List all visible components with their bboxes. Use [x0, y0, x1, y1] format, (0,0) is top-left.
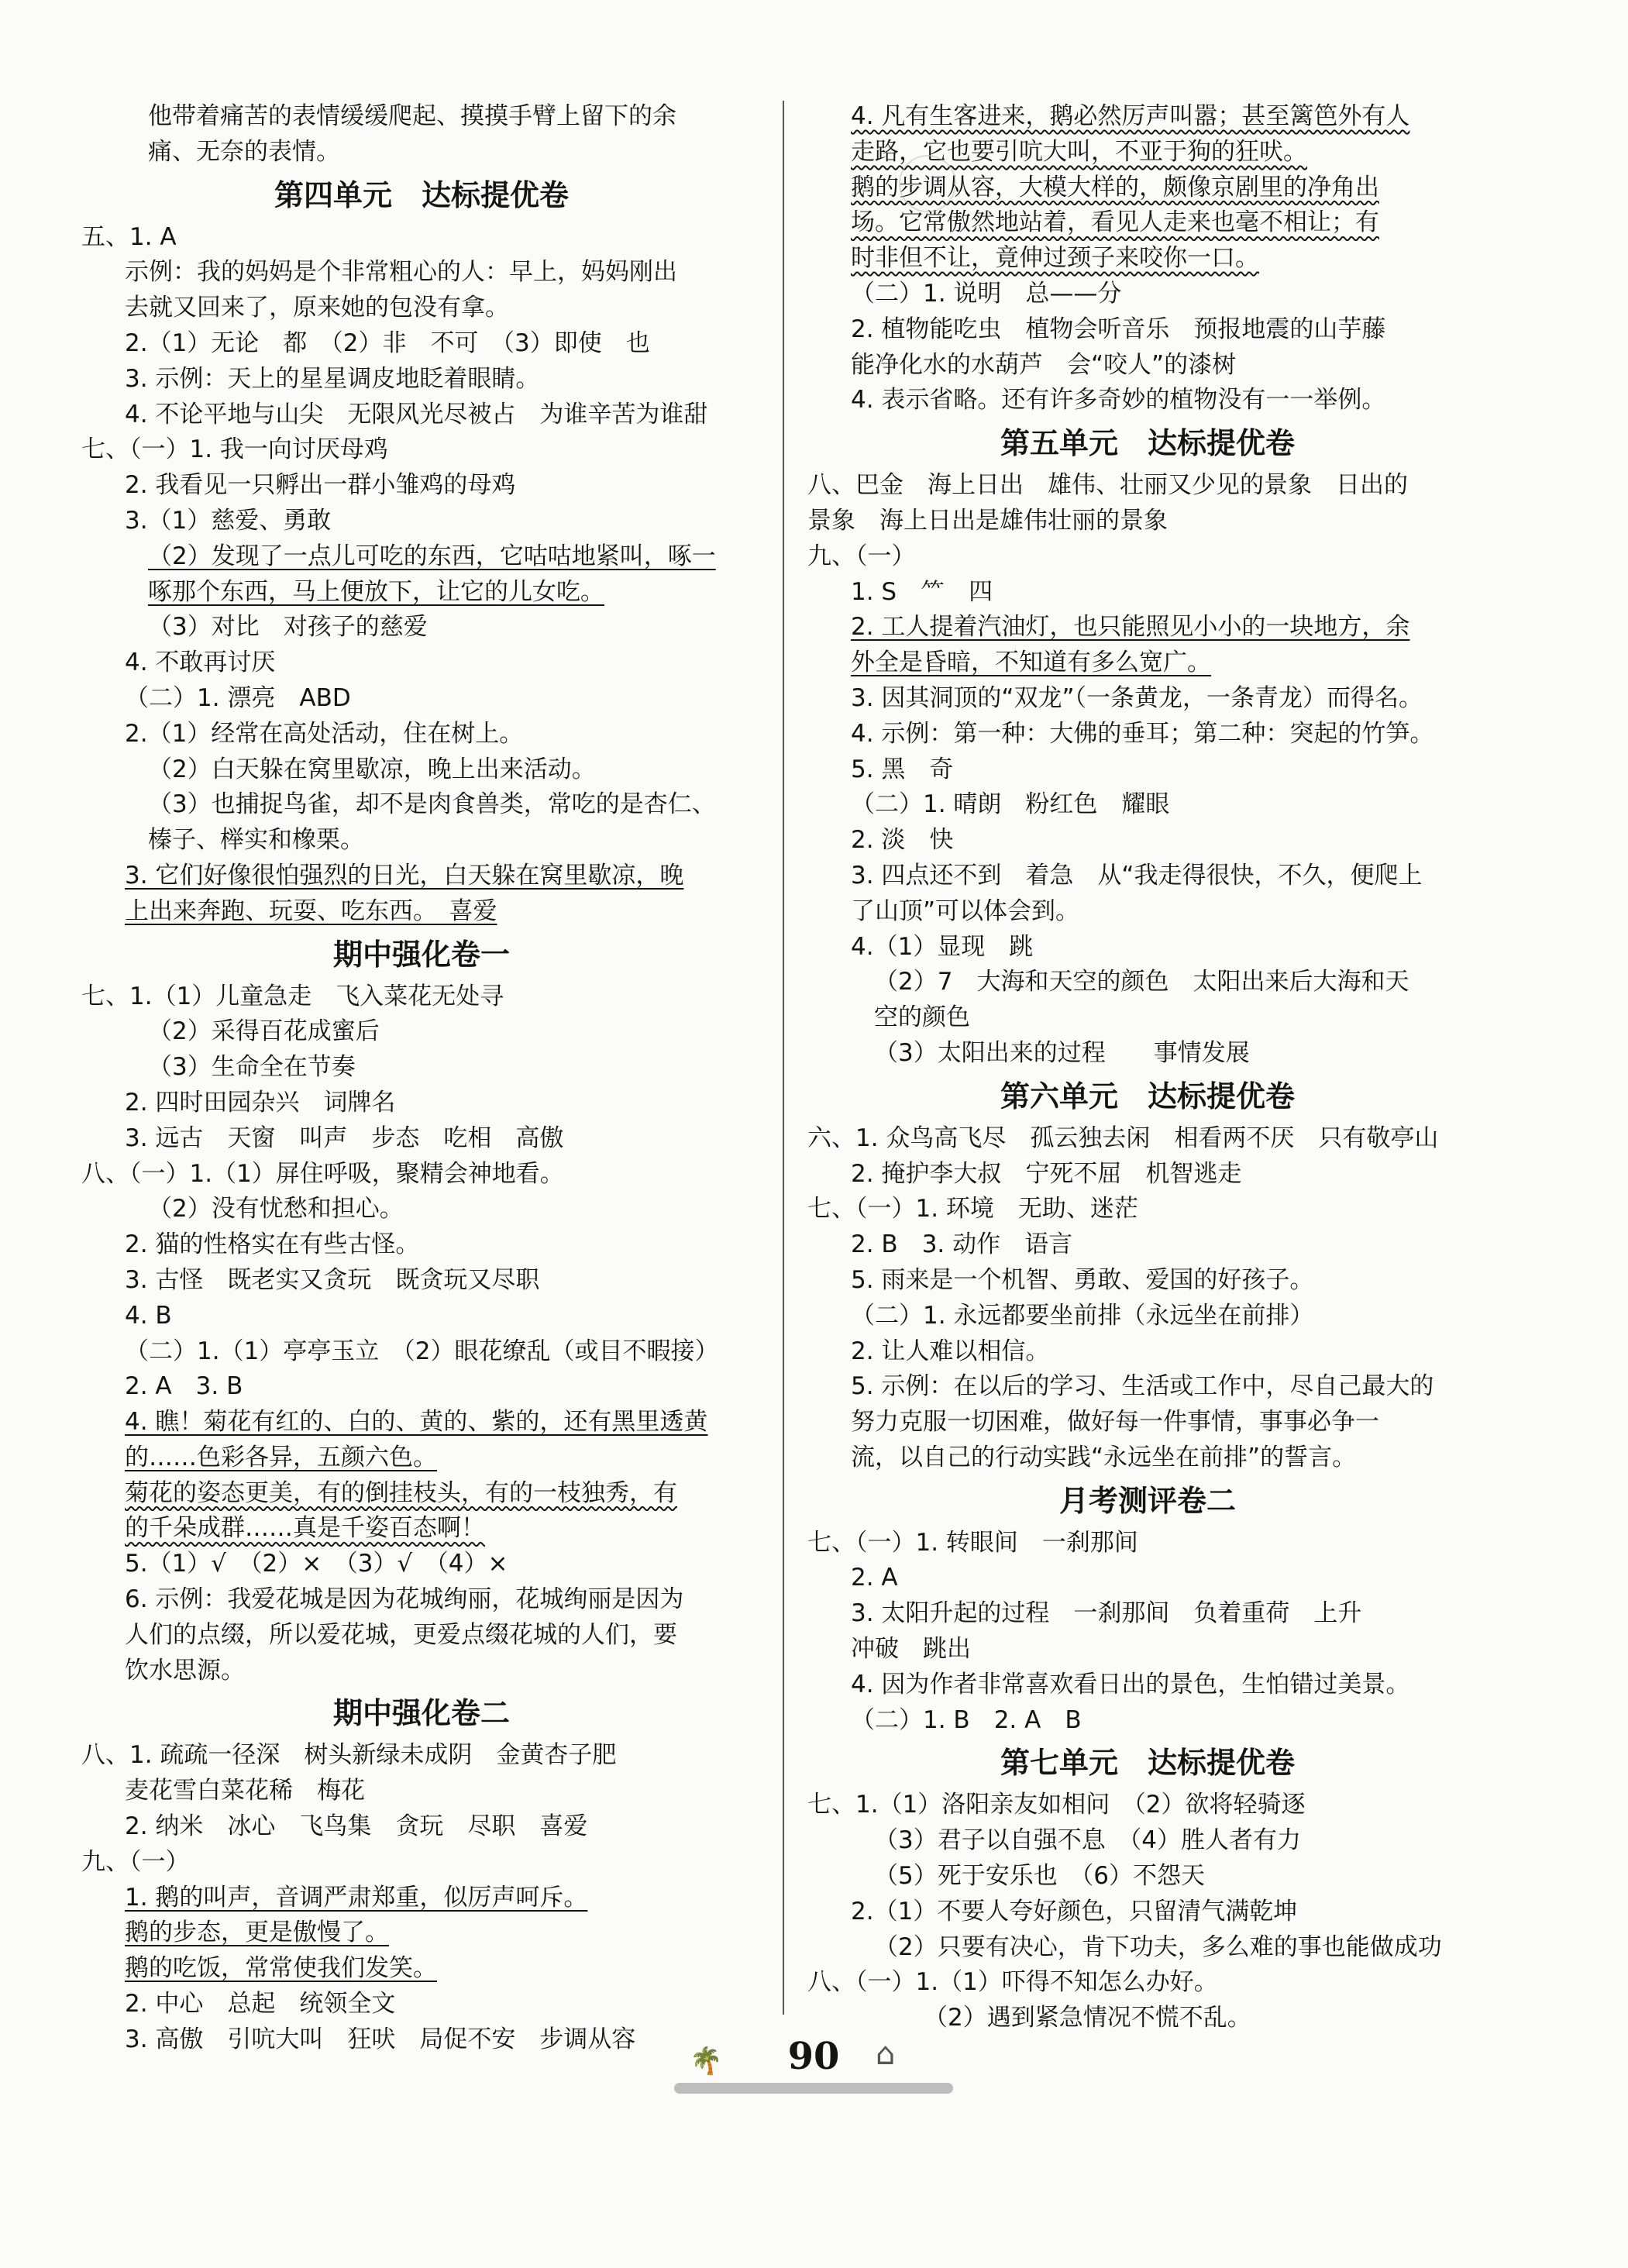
answer-line: 4. 不论平地与山尖 无限风光尽被占 为谁辛苦为谁甜	[125, 400, 708, 428]
answer-line: 3. 远古 天窗 叫声 步态 吃相 高傲	[125, 1124, 564, 1152]
answer-line: （3）生命全在节奏	[148, 1053, 356, 1082]
section-heading: 第五单元 达标提优卷	[1000, 425, 1295, 461]
answer-line: 的千朵成群……真是千姿百态啊！	[125, 1514, 485, 1543]
answer-line: 4.（1）显现 跳	[851, 932, 1034, 961]
answer-line: 3. 因其洞顶的“双龙”（一条黄龙，一条青龙）而得名。	[851, 683, 1423, 712]
answer-line: 2. A 3. B	[125, 1372, 243, 1401]
answer-line: 菊花的姿态更美，有的倒挂枝头，有的一枝独秀，有	[125, 1478, 677, 1507]
answer-line: 5. 雨来是一个机智、勇敢、爱国的好孩子。	[851, 1265, 1314, 1294]
answer-line: 冲破 跳出	[851, 1635, 971, 1664]
section-heading: 期中强化卷一	[332, 936, 510, 972]
answer-line: 努力克服一切困难，做好每一件事情，事事必争一	[851, 1408, 1379, 1437]
answer-line: 5. 示例：在以后的学习、生活或工作中，尽自己最大的	[851, 1372, 1434, 1401]
answer-line: （3）君子以自强不息 （4）胜人者有力	[874, 1826, 1301, 1855]
answer-line: 鹅的步态，更是傲慢了。	[125, 1919, 389, 1947]
answer-line: 3. 高傲 引吭大叫 狂吠 局促不安 步调从容	[125, 2025, 636, 2053]
answer-line: 3. 四点还不到 着急 从“我走得很快，不久，便爬上	[851, 861, 1423, 890]
answer-line: 2. 淡 快	[851, 826, 954, 855]
answer-line: 2. 中心 总起 统领全文	[125, 1990, 396, 2018]
answer-line: （二）1. 漂亮 ABD	[125, 683, 351, 712]
answer-line: 4. 示例：第一种：大佛的垂耳；第二种：突起的竹笋。	[851, 719, 1434, 748]
answer-line: 2. 让人难以相信。	[851, 1337, 1050, 1365]
answer-line: 6. 示例：我爱花城是因为花城绚丽，花城绚丽是因为	[125, 1585, 684, 1614]
answer-line: 3. 古怪 既老实又贪玩 既贪玩又尽职	[125, 1265, 540, 1294]
answer-line: （二）1. 永远都要坐前排（永远坐在前排）	[851, 1301, 1314, 1330]
answer-line: 痛、无奈的表情。	[148, 137, 340, 166]
answer-line: 示例：我的妈妈是个非常粗心的人：早上，妈妈刚出	[125, 258, 677, 287]
answer-line: 鹅的步调从容，大模大样的，颇像京剧里的净角出	[851, 173, 1379, 201]
answer-line: 2. 四时田园杂兴 词牌名	[125, 1088, 396, 1117]
right-column	[807, 99, 1488, 2036]
answer-line: 饮水思源。	[125, 1656, 245, 1685]
answer-line: （2）只要有决心，肯下功夫，多么难的事也能做成功	[874, 1932, 1442, 1961]
answer-line: 鹅的吃饭，常常使我们发笑。	[125, 1954, 437, 1983]
answer-line: 了山顶”可以体会到。	[851, 897, 1080, 925]
answer-line: 4. 凡有生客进来，鹅必然厉声叫嚣；甚至篱笆外有人	[851, 102, 1410, 130]
answer-line: 2. 植物能吃虫 植物会听音乐 预报地震的山芋藤	[851, 315, 1386, 343]
answer-line: 4. 瞧！菊花有红的、白的、黄的、紫的，还有黑里透黄	[125, 1408, 708, 1437]
answer-line: 2. 猫的性格实在有些古怪。	[125, 1230, 420, 1259]
answer-line: 去就又回来了，原来她的包没有拿。	[125, 294, 509, 322]
house-icon: ⌂	[876, 2036, 896, 2072]
answer-line: （2）白天躲在窝里歇凉，晚上出来活动。	[148, 755, 596, 783]
answer-line: 麦花雪白菜花稀 梅花	[125, 1777, 365, 1805]
answer-line: 2. A	[851, 1564, 898, 1592]
answer-line: （3）对比 对孩子的慈爱	[148, 613, 428, 642]
answer-line: （2）没有忧愁和担心。	[148, 1195, 404, 1223]
answer-line: 榛子、榉实和橡栗。	[148, 826, 364, 855]
answer-line: 七、（一）1. 我一向讨厌母鸡	[81, 435, 388, 464]
answer-line: 3. 示例：天上的星星调皮地眨着眼睛。	[125, 364, 540, 393]
answer-line: 景象 海上日出是雄伟壮丽的景象	[807, 506, 1168, 535]
answer-line: 2. B 3. 动作 语言	[851, 1230, 1073, 1259]
answer-line: 5.（1）√ （2）× （3）√ （4）×	[125, 1550, 508, 1578]
answer-line: （5）死于安乐也 （6）不怨天	[874, 1862, 1205, 1891]
answer-line: （3）也捕捉鸟雀，却不是肉食兽类，常吃的是杏仁、	[148, 790, 716, 819]
answer-line: 4. 表示省略。还有许多奇妙的植物没有一一举例。	[851, 386, 1386, 415]
answer-line: （2）发现了一点儿可吃的东西，它咕咕地紧叫，啄一	[148, 542, 716, 570]
answer-line: （2）遇到紧急情况不慌不乱。	[924, 2004, 1251, 2032]
answer-line: 2. 我看见一只孵出一群小雏鸡的母鸡	[125, 471, 516, 500]
answer-line: 1. 鹅的叫声，音调严肃郑重，似厉声呵斥。	[125, 1883, 588, 1912]
answer-line: 场。它常傲然地站着，看见人走来也毫不相让；有	[851, 208, 1379, 237]
answer-line: 4. 不敢再讨厌	[125, 649, 276, 677]
answer-line: （2）采得百花成蜜后	[148, 1017, 380, 1046]
answer-line: 八、（一）1.（1）屏住呼吸，聚精会神地看。	[81, 1159, 564, 1188]
answer-line: （二）1. 晴朗 粉红色 耀眼	[851, 790, 1170, 819]
answer-line: 七、（一）1. 转眼间 一刹那间	[807, 1528, 1138, 1557]
answer-line: 4. 因为作者非常喜欢看日出的景色，生怕错过美景。	[851, 1670, 1410, 1698]
answer-line: 1. S ⺮ 四	[851, 577, 993, 606]
left-column	[81, 99, 762, 2058]
answer-line: 4. B	[125, 1301, 172, 1330]
decorative-ground-bar	[674, 2083, 953, 2094]
answer-line: 2.（1）经常在高处活动，住在树上。	[125, 719, 524, 748]
section-heading: 第四单元 达标提优卷	[274, 177, 569, 212]
answer-line: （二）1. 说明 总——分	[851, 279, 1122, 308]
section-heading: 第七单元 达标提优卷	[1000, 1745, 1295, 1781]
answer-line: 九、（一）	[807, 542, 916, 570]
answer-line: 他带着痛苦的表情缓缓爬起、摸摸手臂上留下的余	[148, 102, 676, 130]
answer-line: 时非但不让，竟伸过颈子来咬你一口。	[851, 244, 1259, 273]
answer-line: 能净化水的水葫芦 会“咬人”的漆树	[851, 350, 1237, 379]
answer-line: 五、1. A	[81, 222, 177, 251]
answer-line: 3.（1）慈爱、勇敢	[125, 506, 332, 535]
answer-line: 八、1. 疏疏一径深 树头新绿未成阴 金黄杏子肥	[81, 1741, 617, 1770]
column-divider	[783, 101, 784, 2015]
palm-tree-icon: 🌴	[690, 2046, 723, 2077]
answer-line: 3. 太阳升起的过程 一刹那间 负着重荷 上升	[851, 1599, 1362, 1628]
answer-line: 啄那个东西，马上便放下，让它的儿女吃。	[148, 577, 604, 606]
answer-line: 人们的点缀，所以爱花城，更爱点缀花城的人们，要	[125, 1620, 677, 1649]
answer-line: 5. 黑 奇	[851, 755, 954, 783]
answer-line: （二）1. B 2. A B	[851, 1705, 1082, 1734]
answer-line: 七、1.（1）儿童急走 飞入菜花无处寻	[81, 982, 504, 1010]
answer-line: 七、1.（1）洛阳亲友如相问 （2）欲将轻骑逐	[807, 1791, 1306, 1819]
page-number: 90	[787, 2035, 840, 2078]
answer-line: 2.（1）无论 都 （2）非 不可 （3）即使 也	[125, 329, 650, 357]
section-heading: 月考测评卷二	[1058, 1482, 1236, 1518]
answer-line: 上出来奔跑、玩耍、吃东西。 喜爱	[125, 897, 497, 925]
answer-line: （二）1.（1）亭亭玉立 （2）眼花缭乱（或目不暇接）	[125, 1337, 719, 1365]
answer-line: 2. 工人提着汽油灯，也只能照见小小的一块地方，余	[851, 613, 1410, 642]
section-heading: 期中强化卷二	[332, 1695, 510, 1731]
answer-line: 八、（一）1.（1）吓得不知怎么办好。	[807, 1968, 1218, 1997]
answer-line: 空的颜色	[874, 1003, 970, 1032]
page-footer	[659, 2022, 969, 2108]
answer-line: 外全是昏暗，不知道有多么宽广。	[851, 649, 1211, 677]
watermark-stamp	[899, 155, 956, 212]
answer-line: 六、1. 众鸟高飞尽 孤云独去闲 相看两不厌 只有敬亭山	[807, 1124, 1439, 1152]
answer-line: 走路，它也要引吭大叫，不亚于狗的狂吠。	[851, 137, 1307, 166]
answer-line: 2. 掩护李大叔 宁死不屈 机智逃走	[851, 1159, 1242, 1188]
answer-line: （3）太阳出来的过程 事情发展	[874, 1038, 1250, 1067]
answer-line: （2）7 大海和天空的颜色 太阳出来后大海和天	[874, 968, 1409, 996]
answer-line: 九、（一）	[81, 1847, 190, 1876]
answer-line: 3. 它们好像很怕强烈的日光，白天躲在窝里歇凉，晚	[125, 861, 684, 890]
answer-line: 流，以自己的行动实践“永远坐在前排”的誓言。	[851, 1443, 1357, 1471]
section-heading: 第六单元 达标提优卷	[1000, 1078, 1295, 1113]
answer-line: 八、巴金 海上日出 雄伟、壮丽又少见的景象 日出的	[807, 471, 1408, 500]
answer-line: 2. 纳米 冰心 飞鸟集 贪玩 尽职 喜爱	[125, 1812, 588, 1841]
answer-line: 的……色彩各异，五颜六色。	[125, 1443, 437, 1471]
answer-line: 2.（1）不要人夸好颜色，只留清气满乾坤	[851, 1897, 1298, 1926]
answer-line: 七、（一）1. 环境 无助、迷茫	[807, 1195, 1138, 1223]
